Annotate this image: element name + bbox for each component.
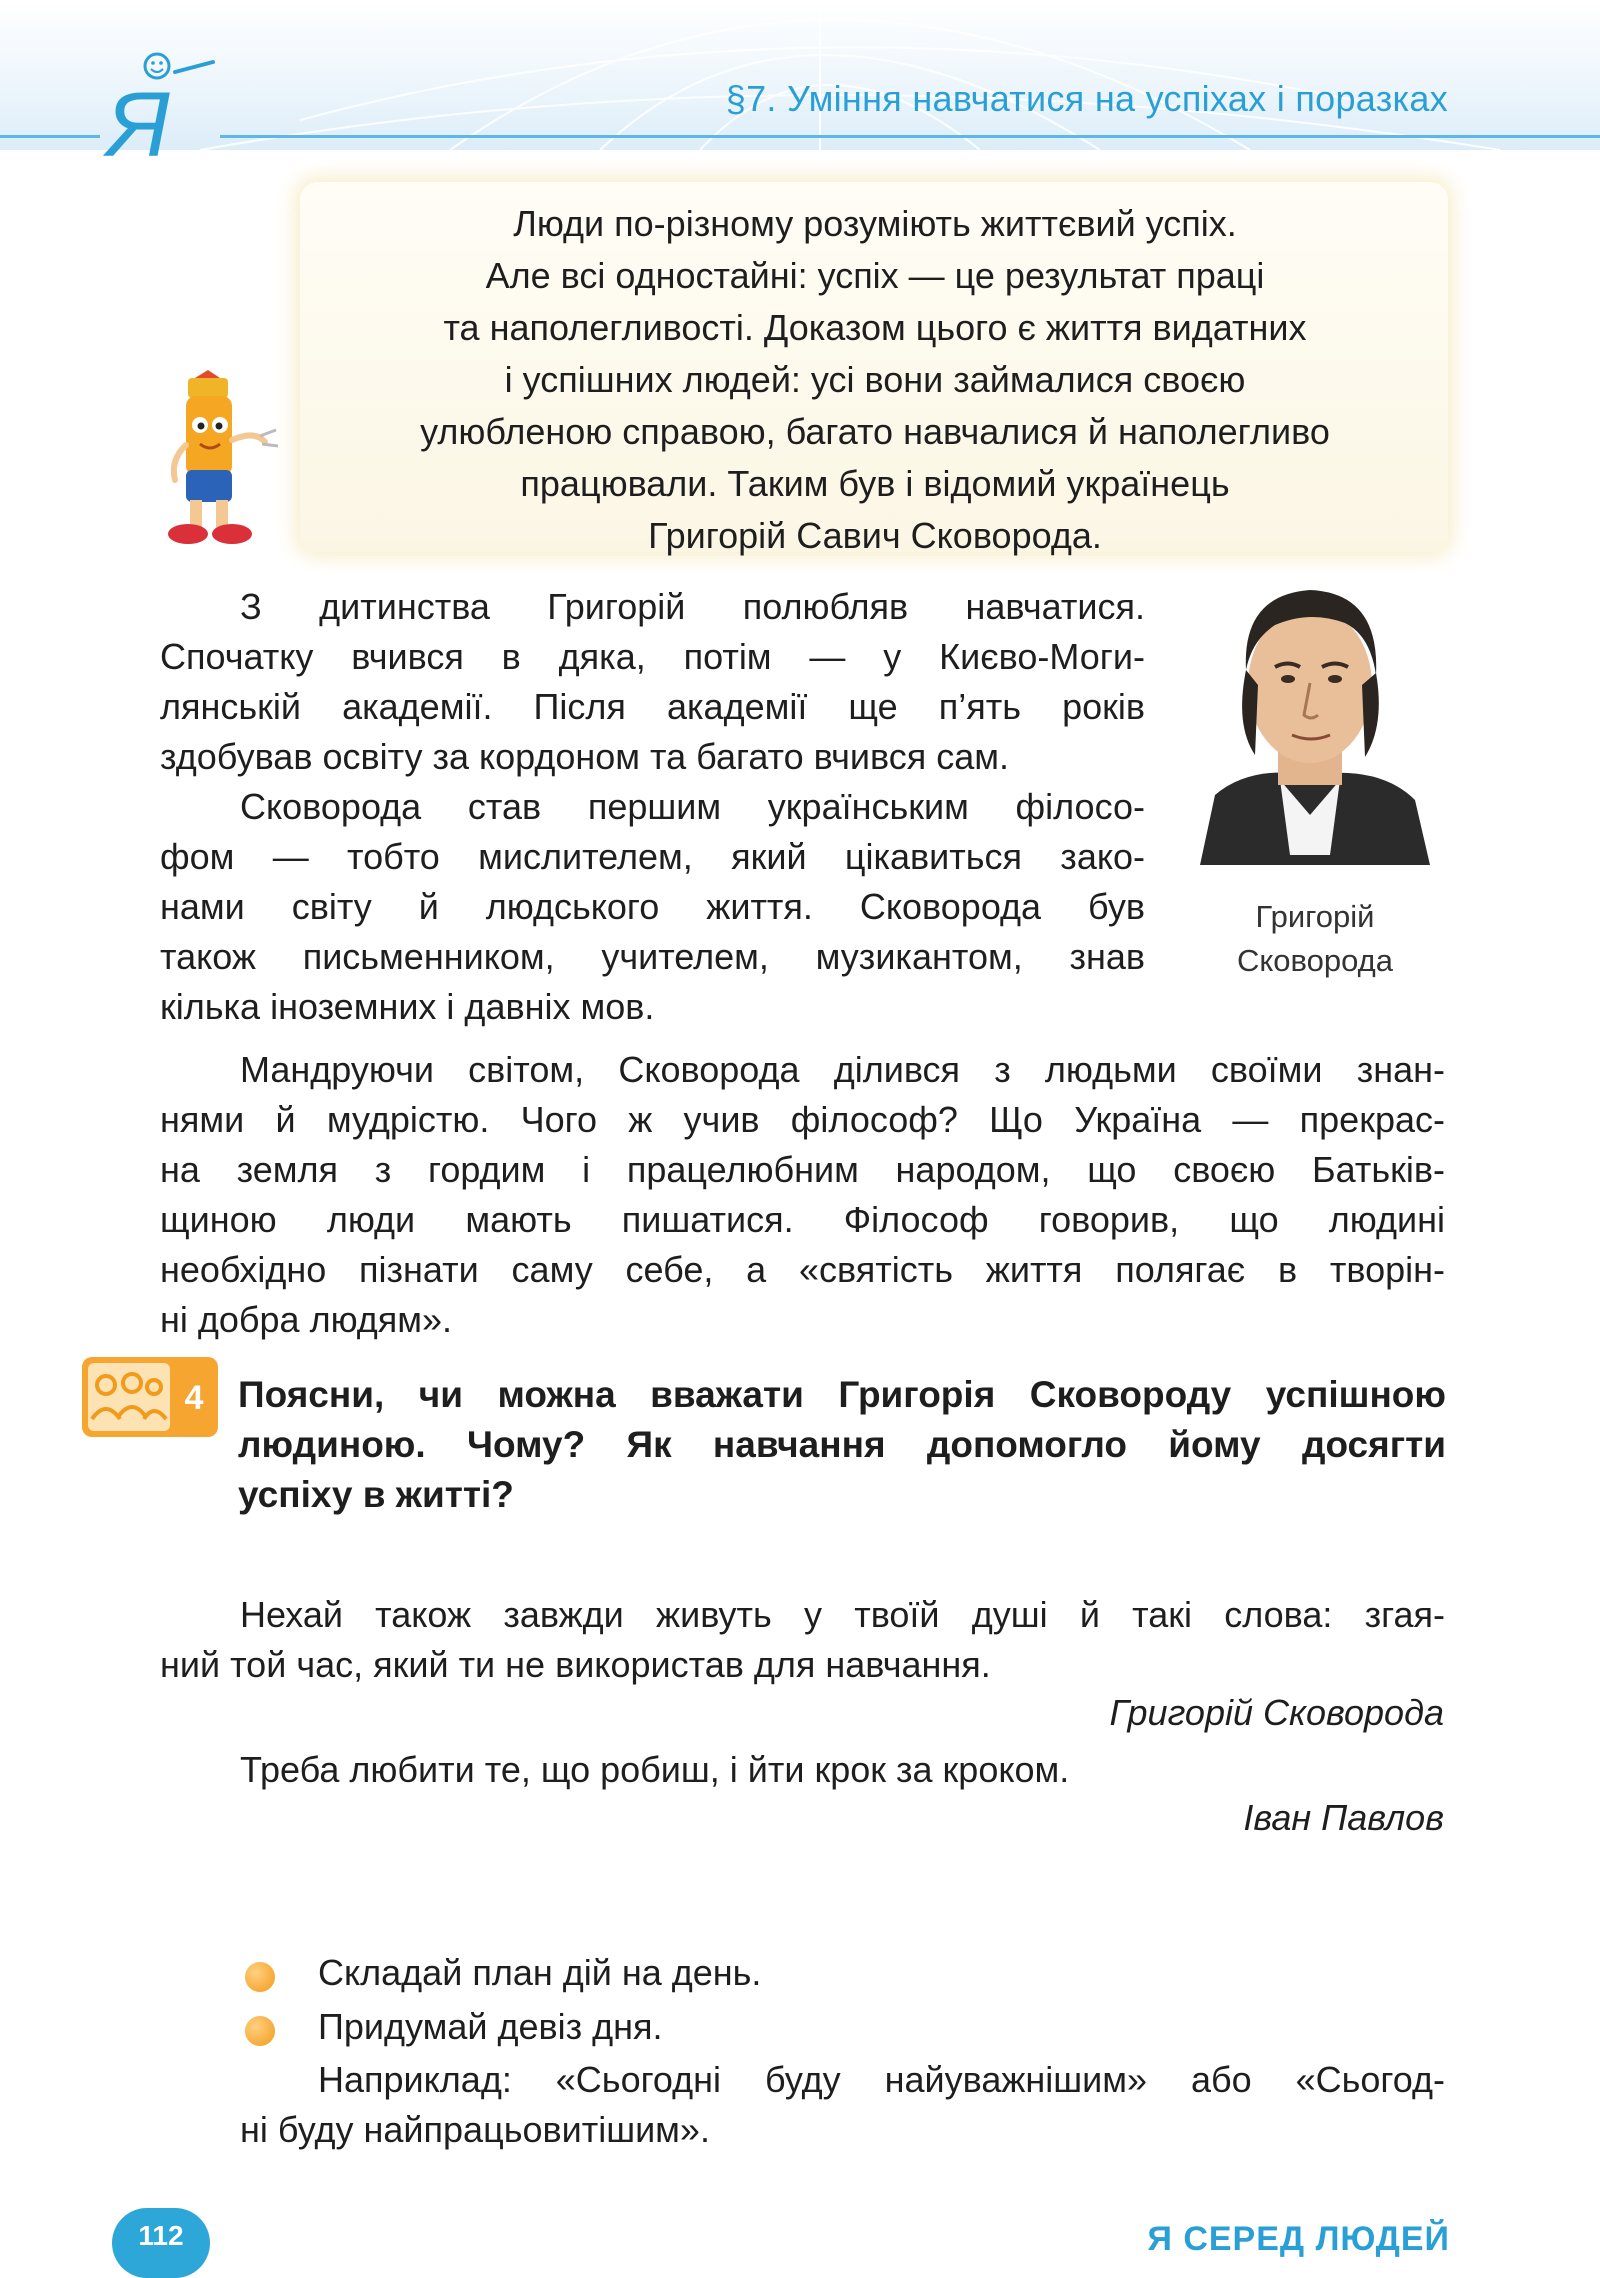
- text-line: успіху в житті?: [238, 1474, 514, 1515]
- quote-author: Іван Павлов: [1243, 1797, 1444, 1838]
- quote-author: Григорій Сковорода: [1109, 1692, 1444, 1733]
- intro-line: та наполегливості. Доказом цього є життя видатних: [443, 307, 1307, 348]
- tip-example: [240, 2055, 1445, 2155]
- pencil-mascot-icon: [140, 370, 280, 550]
- skovoroda-portrait-image: [1180, 565, 1440, 865]
- header-rule-left: [0, 135, 100, 138]
- text-line: здобував освіту за кордоном та багато вчився сам.: [160, 736, 1010, 777]
- svg-text:Я: Я: [107, 74, 170, 168]
- text-line: фом — тобто мислителем, який цікавиться зако-: [160, 836, 1145, 877]
- paragraph-philosopher: [160, 782, 1145, 1032]
- text-line: Спочатку вчився в дяка, потім — у Києво-Моги-: [160, 636, 1145, 677]
- paragraph-childhood: [160, 582, 1145, 782]
- page-number: 112: [112, 2208, 210, 2278]
- caption-line: Сковорода: [1236, 943, 1394, 978]
- svg-text:4: 4: [184, 1379, 204, 1417]
- text-line: також письменником, учителем, музикантом, знав: [160, 936, 1145, 977]
- portrait-caption: [1180, 895, 1450, 983]
- text-line: З дитинства Григорій полюбляв навчатися.: [240, 586, 1145, 627]
- text-line: Сковорода став першим українським філосо-: [240, 786, 1145, 827]
- text-line: ні буду найпрацьовитішим».: [240, 2109, 710, 2150]
- text-line: Наприклад: «Сьогодні буду найуважнішим» або «Сьогод-: [318, 2059, 1445, 2100]
- text-line: щиною люди мають пишатися. Філософ говорив, що людині: [160, 1199, 1445, 1240]
- quote-text: [160, 1590, 1445, 1690]
- bullet-icon: [245, 2016, 275, 2046]
- section-name: Я СЕРЕД ЛЮДЕЙ: [1147, 2220, 1450, 2258]
- smiley-ya-logo-icon: [95, 48, 225, 168]
- text-line: ні добра людям».: [160, 1299, 453, 1340]
- text-line: нами світу й людського життя. Сковорода був: [160, 886, 1145, 927]
- intro-text: [310, 198, 1440, 562]
- intro-line: Григорій Савич Сковорода.: [648, 515, 1102, 556]
- intro-line: і успішних людей: усі вони займалися своєю: [504, 359, 1246, 400]
- text-line: лянській академії. Після академії ще п’ять років: [160, 686, 1145, 727]
- text-line: Поясни, чи можна вважати Григорія Сковороду успішною: [238, 1374, 1446, 1415]
- bullet-icon: [245, 1962, 275, 1992]
- quote-text: [240, 1745, 1445, 1795]
- text-line: людиною. Чому? Як навчання допомогло йому досягти: [238, 1424, 1446, 1465]
- intro-line: Але всі одностайні: успіх — це результат праці: [485, 255, 1265, 296]
- intro-line: улюбленою справою, багато навчалися й наполегливо: [420, 411, 1330, 452]
- task-question: [238, 1370, 1446, 1520]
- text-line: Треба любити те, що робиш, і йти крок за кроком.: [240, 1749, 1070, 1790]
- text-line: ний той час, який ти не використав для навчання.: [160, 1644, 991, 1685]
- globe-lines-decoration: [0, 0, 1600, 150]
- paragraph-travels: [160, 1045, 1445, 1345]
- caption-line: Григорій: [1255, 899, 1375, 934]
- text-line: нями й мудрістю. Чого ж учив філософ? Що Україна — прекрас-: [160, 1099, 1445, 1140]
- text-line: Нехай також завжди живуть у твоїй душі й такі слова: згая-: [240, 1594, 1445, 1635]
- intro-line: Люди по-різному розуміють життєвий успіх.: [513, 203, 1237, 244]
- text-line: Мандруючи світом, Сковорода ділився з людьми своїми знан-: [240, 1049, 1445, 1090]
- chapter-title: §7. Уміння навчатися на успіхах і поразках: [725, 78, 1448, 119]
- intro-line: працювали. Таким був і відомий українець: [520, 463, 1230, 504]
- group-task-badge-icon: [82, 1357, 218, 1437]
- header-rule: [220, 135, 1600, 138]
- text-line: кілька іноземних і давніх мов.: [160, 986, 655, 1027]
- tip-item: Складай план дій на день.: [318, 1952, 762, 1993]
- tip-item: Придумай девіз дня.: [318, 2006, 663, 2047]
- text-line: необхідно пізнати саму себе, а «святість життя полягає в творін-: [160, 1249, 1445, 1290]
- text-line: на земля з гордим і працелюбним народом, що своєю Батьків-: [160, 1149, 1445, 1190]
